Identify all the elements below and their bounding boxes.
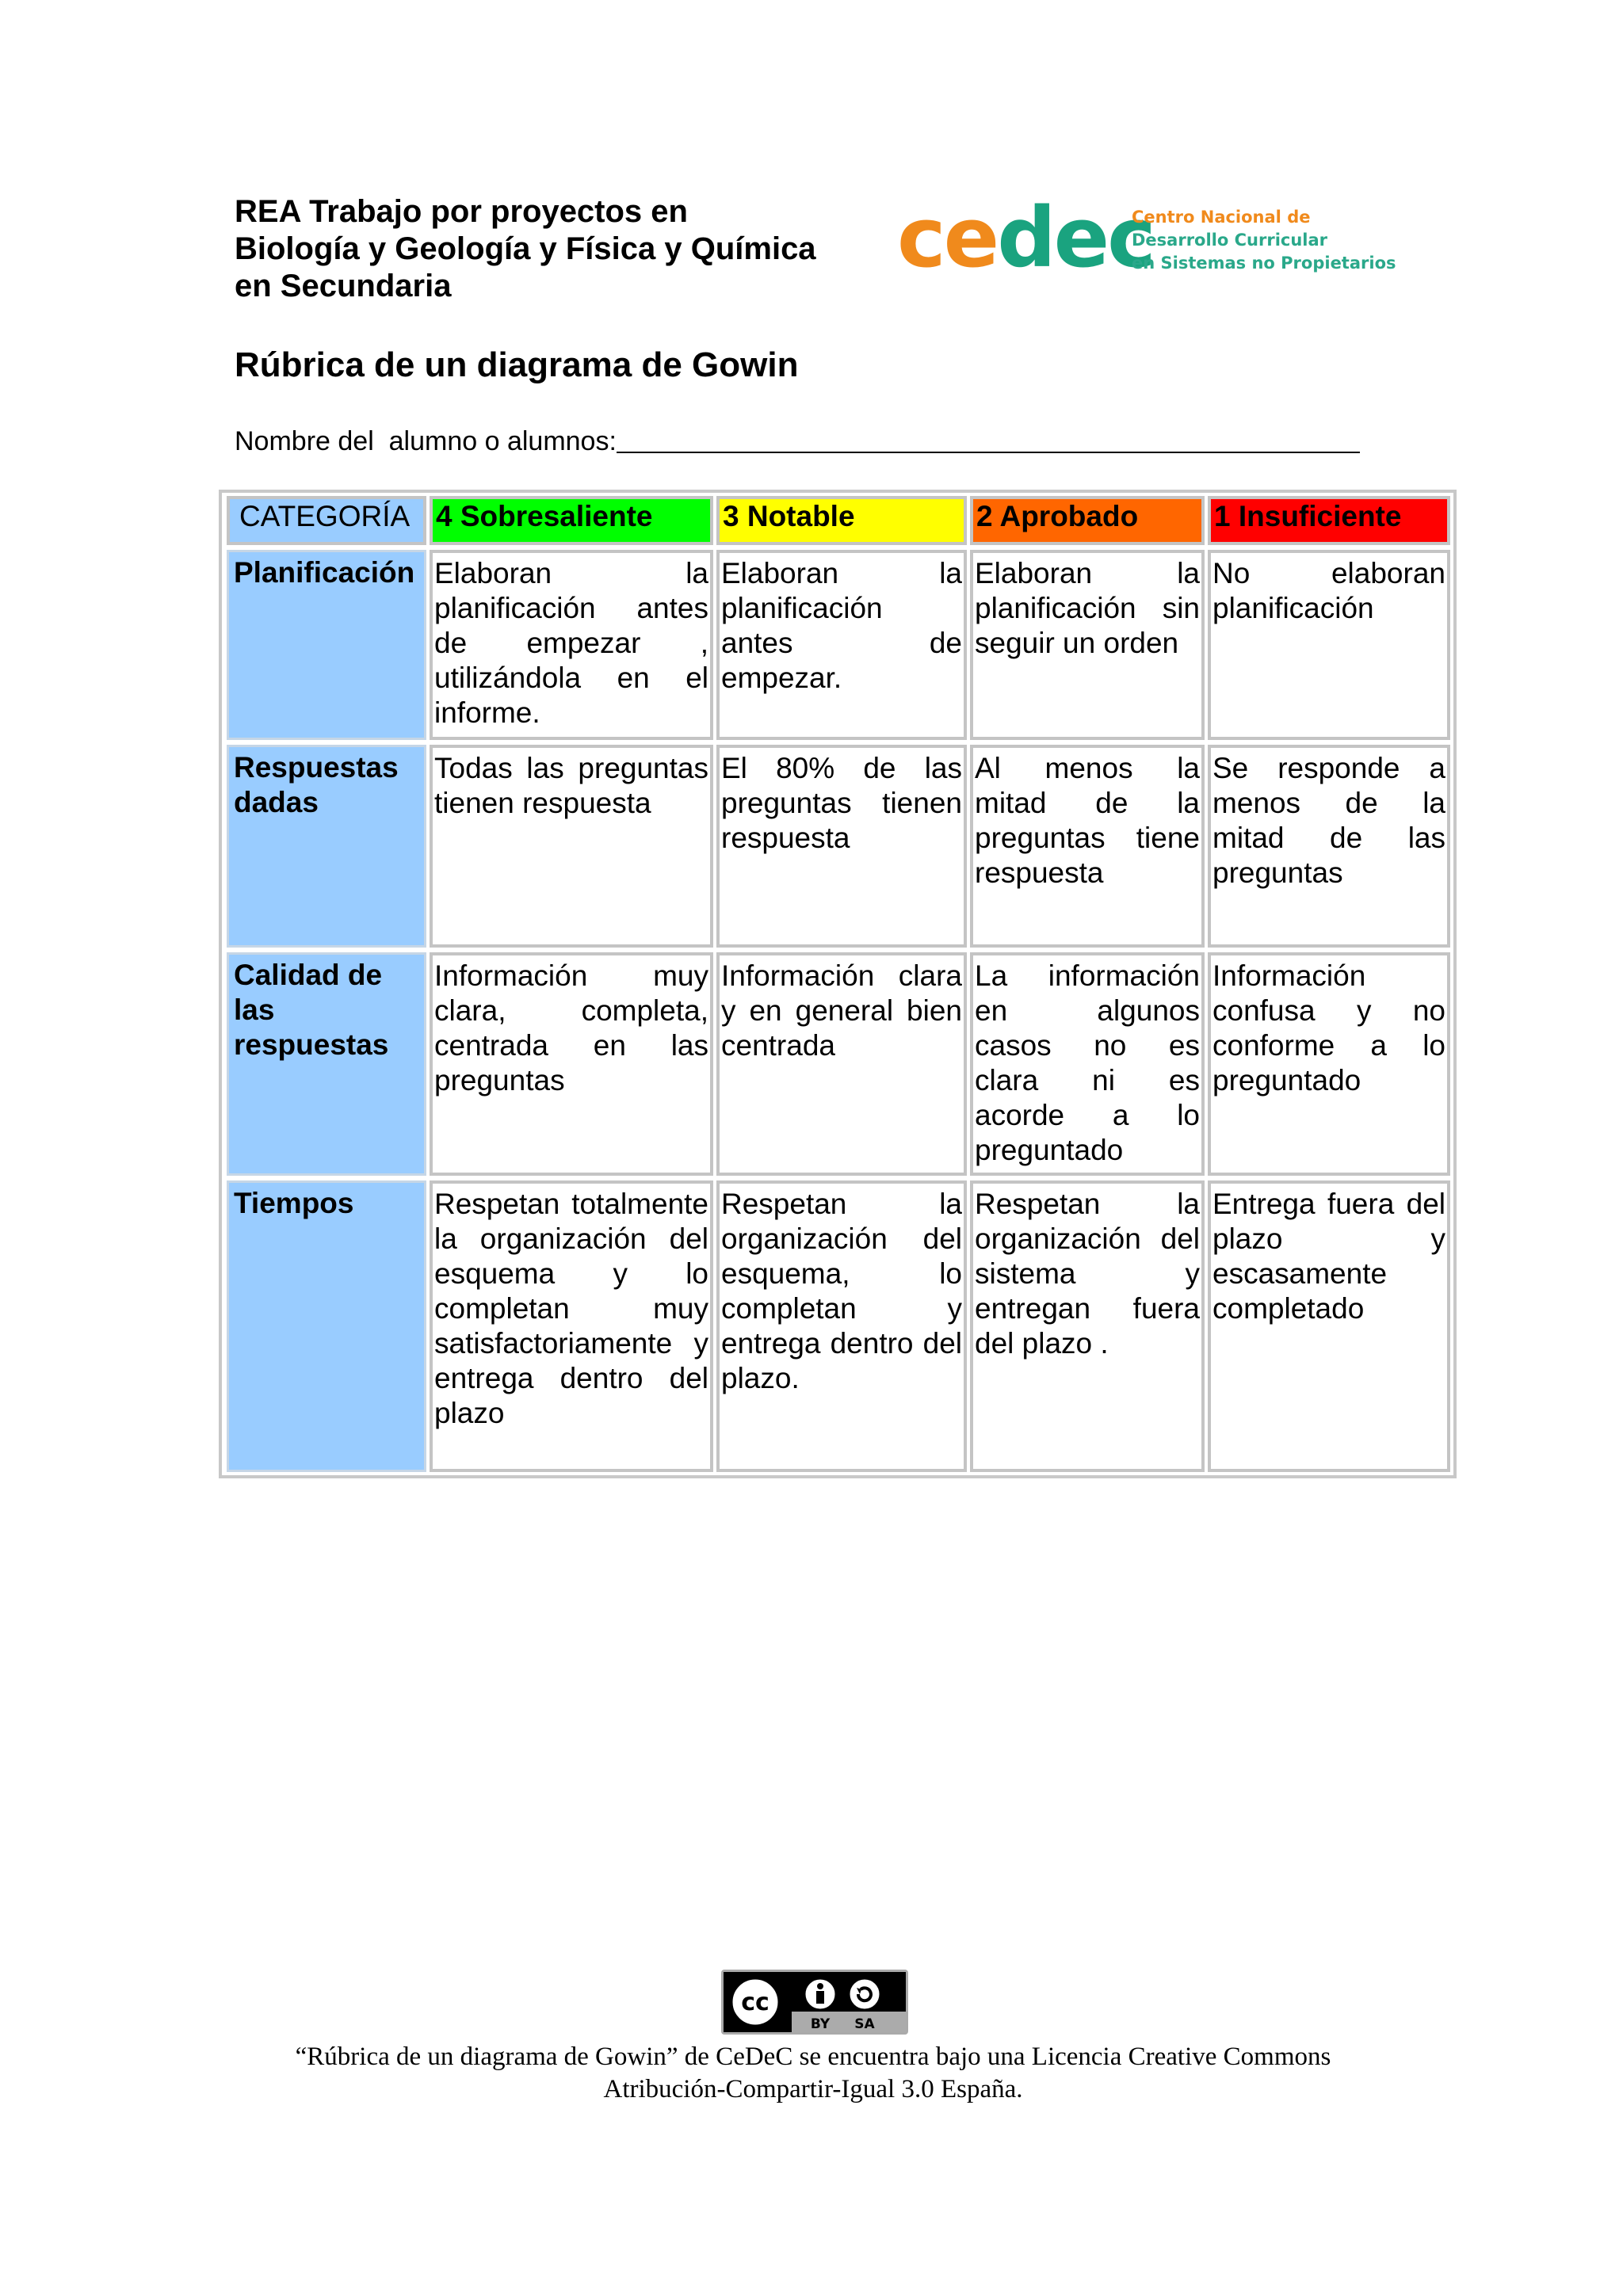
cc-license-icon xyxy=(724,1972,906,2032)
cedec-logo xyxy=(897,189,1396,287)
rubric-cell: Se responde a menos de la mitad de las preguntas xyxy=(1208,745,1450,948)
header-aprobado: 2 Aprobado xyxy=(970,496,1205,545)
cc-by-sa-badge xyxy=(721,1970,908,2035)
cedec-logo-subtitle xyxy=(1132,206,1396,275)
rubric-cell: Información muy clara, completa, centrada en las preguntas xyxy=(430,952,713,1176)
row-category-label: Calidad de las respuestas xyxy=(234,959,389,1061)
document-title: REA Trabajo por proyectos en Biología y Geología y Física y Química en Secundaria xyxy=(235,194,816,303)
rubric-cell: Información clara y en general bien centrada xyxy=(716,952,967,1176)
cc-badge-by-text: BY xyxy=(810,2016,831,2032)
license-notice xyxy=(235,2041,1392,2106)
student-name-blank xyxy=(617,425,1360,453)
header-sobresaliente: 4 Sobresaliente xyxy=(430,496,713,545)
rubric-cell: Información confusa y no conforme a lo preguntado xyxy=(1208,952,1450,1176)
row-category-cell xyxy=(227,550,426,740)
row-category-label: Respuestas dadas xyxy=(234,751,399,818)
cc-badge-cc-text: cc xyxy=(741,1989,769,2016)
header-insuficiente: 1 Insuficiente xyxy=(1208,496,1450,545)
license-line-2: Atribución-Compartir-Igual 3.0 España. xyxy=(603,2075,1023,2103)
rubric-cell: El 80% de las preguntas tienen respuesta xyxy=(716,745,967,948)
row-category-label: Planificación xyxy=(234,556,415,589)
document-header xyxy=(235,189,1439,312)
rubric-cell: Al menos la mitad de la preguntas tiene respuesta xyxy=(970,745,1205,948)
rubric-cell: No elaboran planificación xyxy=(1208,550,1450,740)
rubric-cell: Respetan la organización del esquema, lo completan y entrega dentro del plazo. xyxy=(716,1180,967,1472)
row-category-cell xyxy=(227,1180,426,1472)
rubric-cell: Elaboran la planificación antes de empezar. xyxy=(716,550,967,740)
license-line-1: “Rúbrica de un diagrama de Gowin” de CeDeC se encuentra bajo una Licencia Creative Commons xyxy=(295,2042,1331,2071)
rubric-cell: Entrega fuera del plazo y escasamente completado xyxy=(1208,1180,1450,1472)
row-category-cell xyxy=(227,952,426,1176)
rubric-cell: La información en algunos casos no es clara ni es acorde a lo preguntado xyxy=(970,952,1205,1176)
student-name-field xyxy=(235,425,1360,458)
rubric-cell: Elaboran la planificación antes de empezar , utilizándola en el informe. xyxy=(430,550,713,740)
row-category-cell xyxy=(227,745,426,948)
rubric-table xyxy=(219,490,1457,1478)
row-category-label: Tiempos xyxy=(234,1187,354,1219)
header-notable: 3 Notable xyxy=(716,496,967,545)
rubric-cell: Respetan totalmente la organización del esquema y lo completan muy satisfactoriamente y entrega dentro del plazo xyxy=(430,1180,713,1472)
logo-line-3: en Sistemas no Propietarios xyxy=(1132,254,1396,273)
cedec-logo-wordmark: cedec xyxy=(897,189,1154,286)
rubric-cell: Respetan la organización del sistema y entregan fuera del plazo . xyxy=(970,1180,1205,1472)
student-name-label: Nombre del alumno o alumnos: xyxy=(235,426,617,456)
header-categoria: CATEGORÍA xyxy=(227,496,426,545)
cc-badge-sa-text: SA xyxy=(854,2016,875,2032)
logo-line-1: Centro Nacional de xyxy=(1132,208,1311,227)
logo-line-2: Desarrollo Curricular xyxy=(1132,231,1328,250)
rubric-cell: Elaboran la planificación sin seguir un orden xyxy=(970,550,1205,740)
rubric-title: Rúbrica de un diagrama de Gowin xyxy=(235,345,799,384)
rubric-cell: Todas las preguntas tienen respuesta xyxy=(430,745,713,948)
